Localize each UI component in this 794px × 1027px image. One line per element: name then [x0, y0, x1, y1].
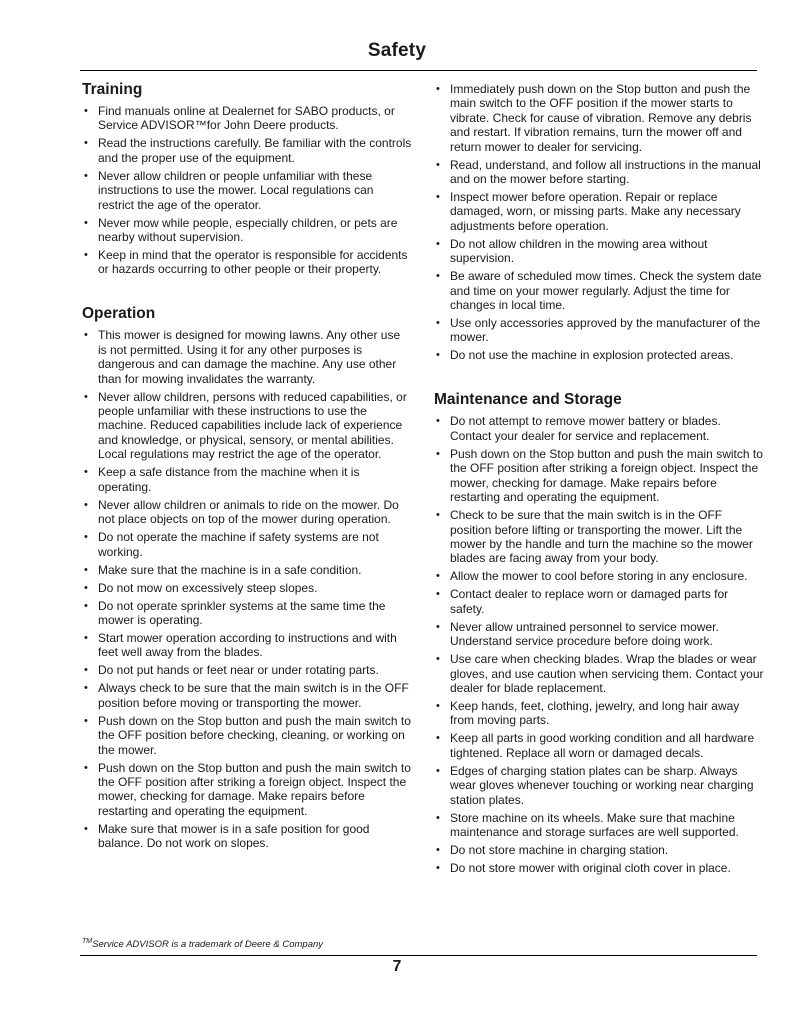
operation-list	[82, 328, 412, 850]
list-item: • Start mower operation according to instructions and with feet well away from the blades.	[82, 631, 412, 660]
list-item: • Keep hands, feet, clothing, jewelry, and long hair away from moving parts.	[434, 699, 764, 728]
list-item: • Do not put hands or feet near or under rotating parts.	[82, 663, 412, 677]
list-item: • Push down on the Stop button and push the main switch to the OFF position after striking a foreign object. Inspect the mower, checking for damage. Make repairs before restarting and operating the equipment.	[434, 447, 764, 505]
list-item: • Use only accessories approved by the manufacturer of the mower.	[434, 316, 764, 345]
page-title: Safety	[367, 40, 427, 61]
list-item: • Make sure that mower is in a safe position for good balance. Do not work on slopes.	[82, 822, 412, 851]
list-item: • Do not mow on excessively steep slopes.	[82, 581, 412, 595]
list-item: • Do not store machine in charging station.	[434, 843, 764, 857]
list-item: • Find manuals online at Dealernet for SABO products, or Service ADVISOR™for John Deere products.	[82, 104, 412, 133]
section-heading-maintenance: Maintenance and Storage	[434, 391, 622, 409]
list-item: • Do not operate the machine if safety systems are not working.	[82, 530, 412, 559]
list-item: • Check to be sure that the main switch is in the OFF position before lifting or transporting the mower. Lift the mower by the handle and turn the machine so the mower blades are facing away from your body.	[434, 508, 764, 566]
list-item: • Edges of charging station plates can be sharp. Always wear gloves whenever touching or working near charging station plates.	[434, 764, 764, 807]
section-operation	[82, 304, 412, 850]
list-item: • Read the instructions carefully. Be familiar with the controls and the proper use of the equipment.	[82, 136, 412, 165]
list-item: • Read, understand, and follow all instructions in the manual and on the mower before starting.	[434, 158, 764, 187]
list-item: • Never allow untrained personnel to service mower. Understand service procedure before doing work.	[434, 620, 764, 649]
trademark-mark: TM	[82, 938, 93, 945]
list-item: • Never allow children or animals to ride on the mower. Do not place objects on top of the mower during operation.	[82, 498, 412, 527]
list-item: • Keep in mind that the operator is responsible for accidents or hazards occurring to other people or their property.	[82, 248, 412, 277]
list-item: • Do not use the machine in explosion protected areas.	[434, 348, 764, 362]
list-item: • Never allow children, persons with reduced capabilities, or people unfamiliar with these instructions to use the machine. Reduced capabilities include lack of experience and knowledge, or physical, sensory, or mental abilities. Local regulations may restrict the age of the operator.	[82, 390, 412, 462]
list-item: • Contact dealer to replace worn or damaged parts for safety.	[434, 587, 764, 616]
list-item: • Keep a safe distance from the machine when it is operating.	[82, 465, 412, 494]
list-item: • Do not allow children in the mowing area without supervision.	[434, 237, 764, 266]
list-item: • Do not store mower with original cloth cover in place.	[434, 861, 764, 875]
list-item: • Keep all parts in good working condition and all hardware tightened. Replace all worn or damaged decals.	[434, 731, 764, 760]
maintenance-list	[434, 414, 764, 875]
list-item: • Immediately push down on the Stop button and push the main switch to the OFF position if the mower starts to vibrate. Check for cause of vibration. Remove any debris and restart. If vibration remains, turn the mower off and return mower to dealer for servicing.	[434, 82, 764, 154]
list-item: • Inspect mower before operation. Repair or replace damaged, worn, or missing parts. Make any necessary adjustments before operation.	[434, 190, 764, 233]
section-training	[82, 80, 412, 277]
training-list	[82, 104, 412, 277]
section-maintenance	[434, 390, 764, 875]
section-heading-operation: Operation	[82, 305, 156, 323]
trademark-footnote	[82, 938, 323, 950]
list-item: • Make sure that the machine is in a safe condition.	[82, 563, 412, 577]
list-item: • Do not operate sprinkler systems at the same time the mower is operating.	[82, 599, 412, 628]
footer-rule	[80, 955, 757, 956]
left-column	[82, 80, 412, 854]
list-item: • Push down on the Stop button and push the main switch to the OFF position after striking a foreign object. Inspect the mower, checking for damage. Make repairs before restarting and operating the equipment.	[82, 761, 412, 819]
footnote-text: Service ADVISOR is a trademark of Deere & Company	[92, 939, 324, 951]
list-item: • Never mow while people, especially children, or pets are nearby without supervision.	[82, 216, 412, 245]
list-item: • Be aware of scheduled mow times. Check the system date and time on your mower regularly. Adjust the time for changes in local time.	[434, 269, 764, 312]
section-operation-continued	[434, 82, 764, 363]
right-column	[434, 82, 764, 879]
list-item: • Push down on the Stop button and push the main switch to the OFF position before checking, cleaning, or working on the mower.	[82, 714, 412, 757]
list-item: • This mower is designed for mowing lawns. Any other use is not permitted. Using it for any other purposes is dangerous and can damage the machine. Any use other than for mowing invalidates the warranty.	[82, 328, 412, 386]
list-item: • Allow the mower to cool before storing in any enclosure.	[434, 569, 764, 583]
page-number: 7	[392, 958, 402, 975]
operation-continued-list	[434, 82, 764, 363]
list-item: • Store machine on its wheels. Make sure that machine maintenance and storage surfaces are well supported.	[434, 811, 764, 840]
header-rule	[80, 70, 757, 71]
list-item: • Never allow children or people unfamiliar with these instructions to use the mower. Local regulations can restrict the age of the operator.	[82, 169, 412, 212]
section-heading-training: Training	[82, 81, 143, 98]
list-item: • Use care when checking blades. Wrap the blades or wear gloves, and use caution when servicing them. Contact your dealer for blade replacement.	[434, 652, 764, 695]
list-item: • Do not attempt to remove mower battery or blades. Contact your dealer for service and replacement.	[434, 414, 764, 443]
list-item: • Always check to be sure that the main switch is in the OFF position before moving or transporting the mower.	[82, 681, 412, 710]
